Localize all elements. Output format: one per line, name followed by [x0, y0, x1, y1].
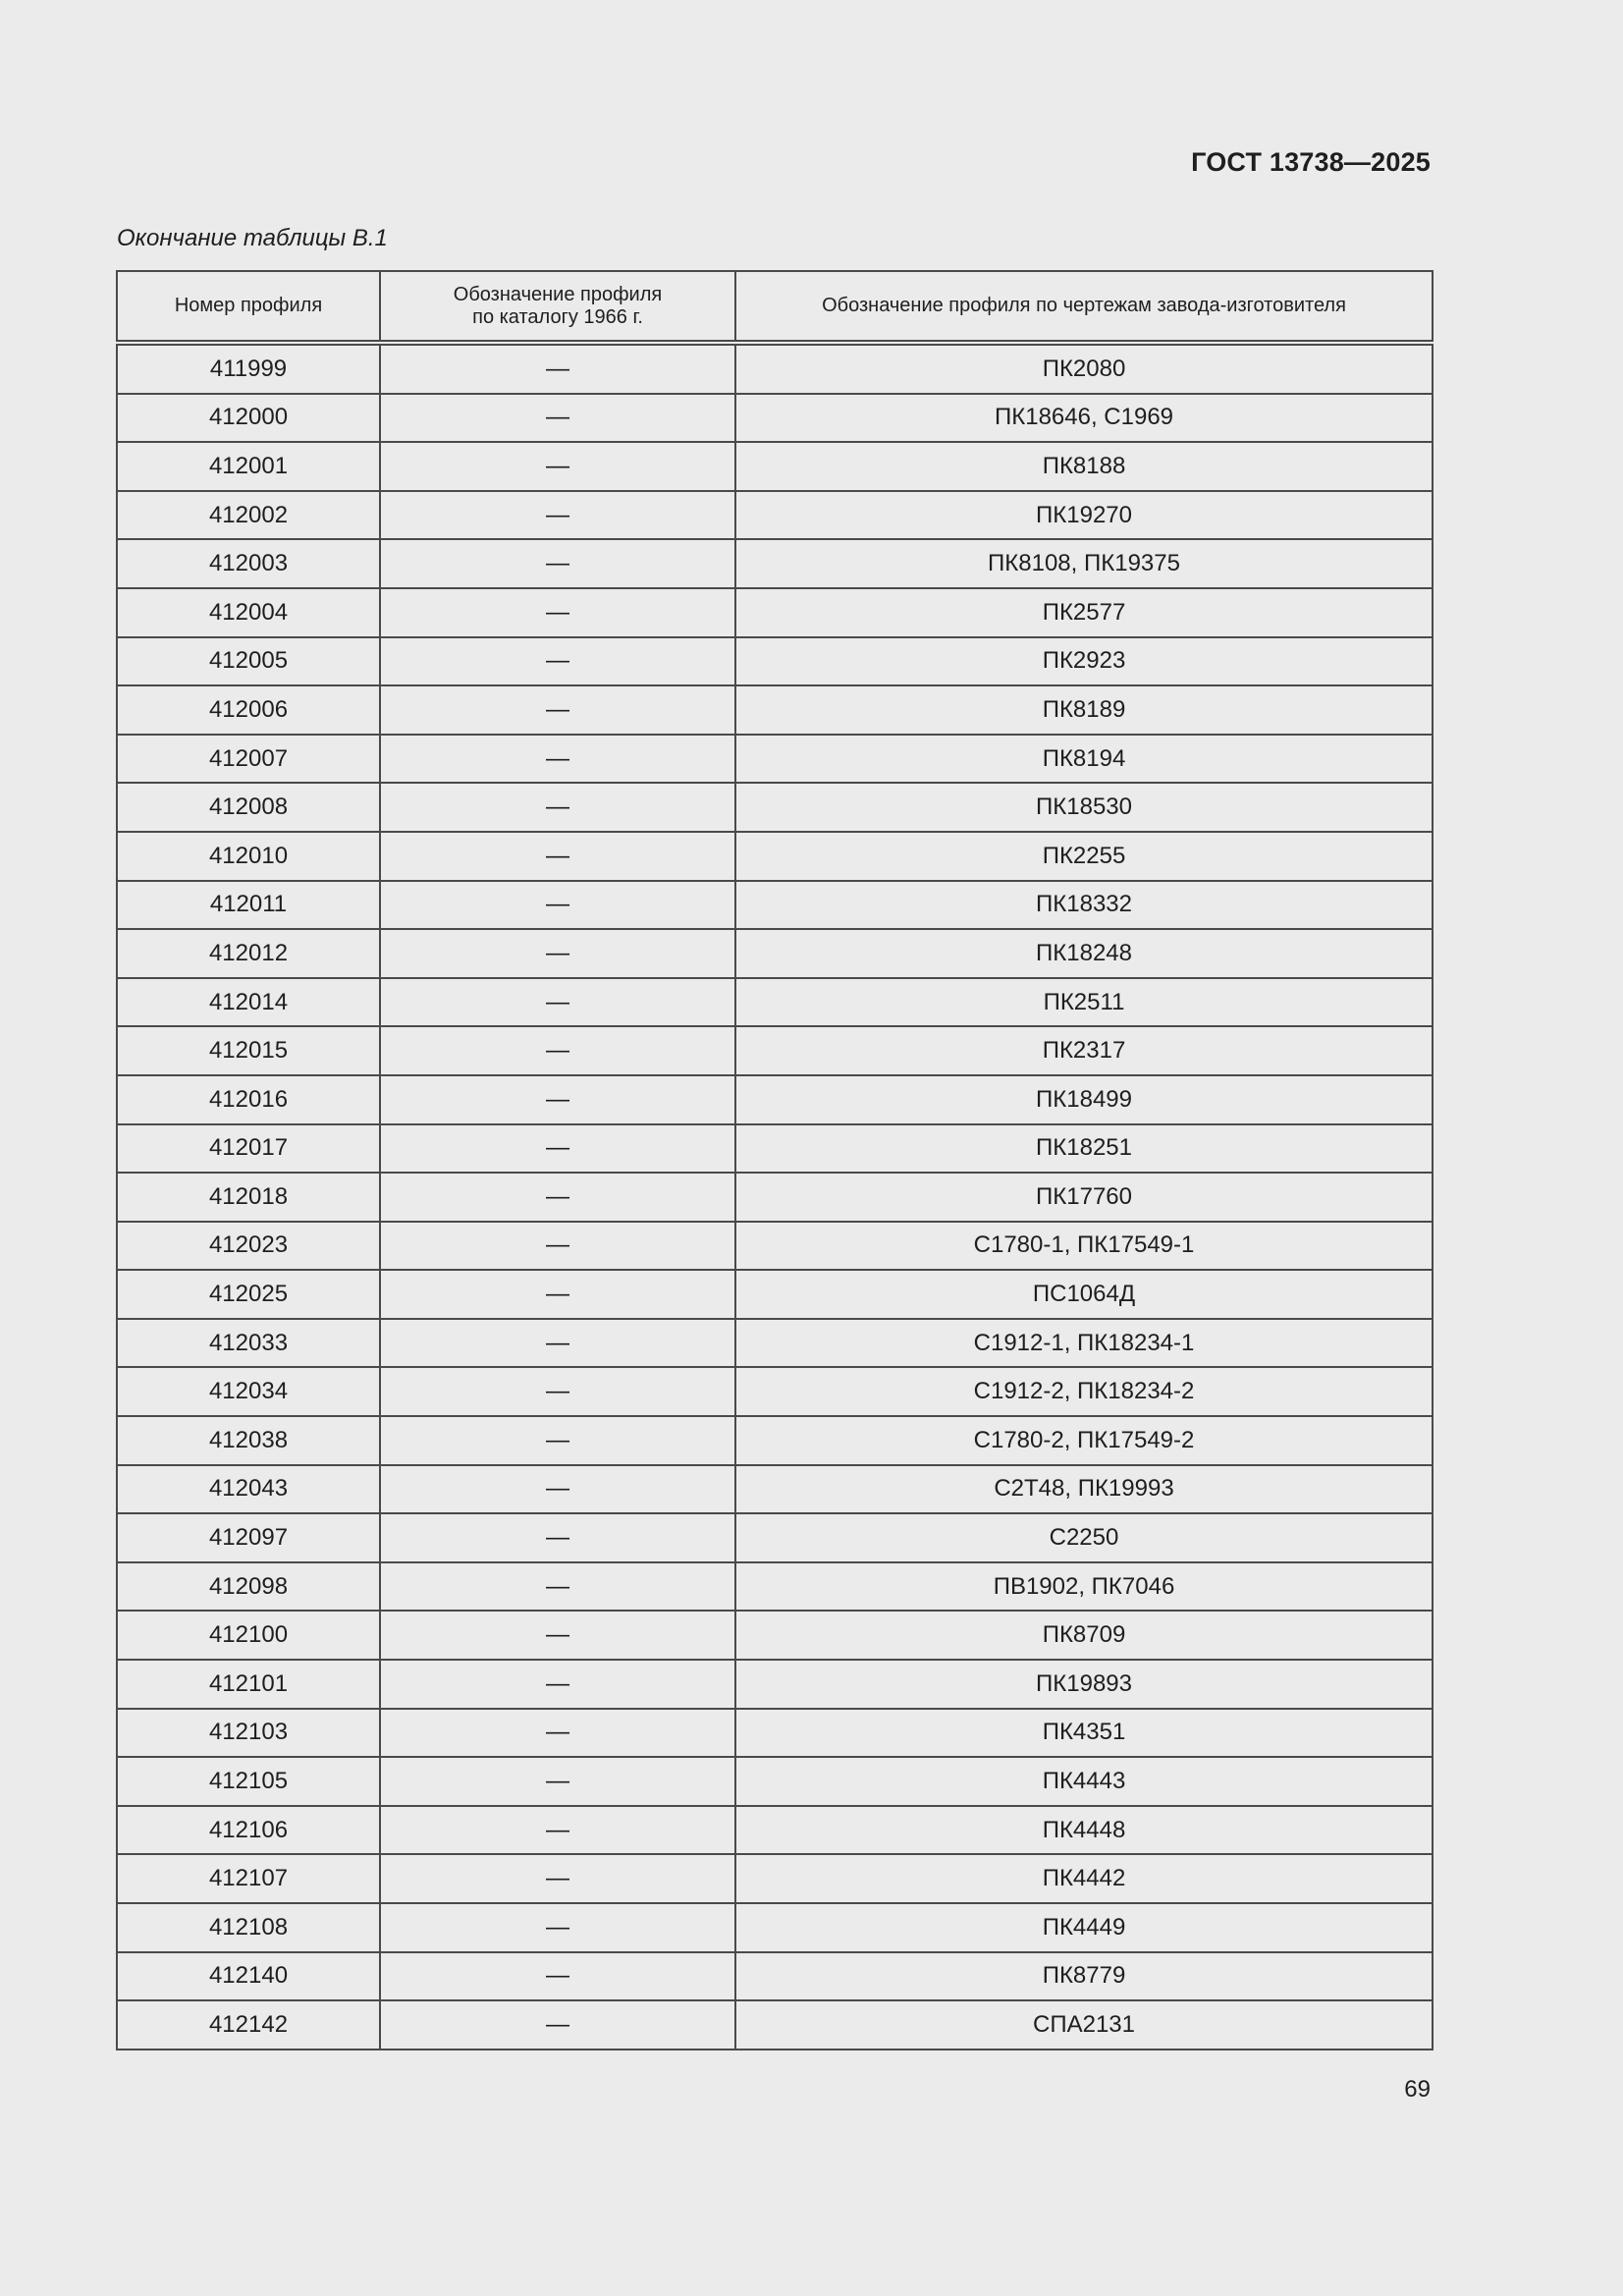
table-row	[117, 1513, 1433, 1562]
manufacturer-drawing-cell: ПК4443	[735, 1757, 1433, 1806]
catalog-1966-cell: —	[380, 1270, 735, 1319]
manufacturer-drawing-cell: ПК8189	[735, 685, 1433, 735]
table-row	[117, 2000, 1433, 2050]
catalog-1966-cell: —	[380, 491, 735, 540]
catalog-1966-cell: —	[380, 539, 735, 588]
catalog-1966-cell: —	[380, 1806, 735, 1855]
manufacturer-drawing-cell: ПК17760	[735, 1173, 1433, 1222]
catalog-1966-cell: —	[380, 1124, 735, 1174]
manufacturer-drawing-cell: ПК8108, ПК19375	[735, 539, 1433, 588]
profile-number-cell: 412140	[117, 1952, 380, 2001]
table-row	[117, 442, 1433, 491]
profile-number-cell: 412023	[117, 1222, 380, 1271]
table-row	[117, 929, 1433, 978]
profile-number-cell: 412098	[117, 1562, 380, 1612]
catalog-1966-cell: —	[380, 1660, 735, 1709]
manufacturer-drawing-cell: С1780-2, ПК17549-2	[735, 1416, 1433, 1465]
profile-number-cell: 412006	[117, 685, 380, 735]
table-row	[117, 978, 1433, 1027]
manufacturer-drawing-cell: ПК19270	[735, 491, 1433, 540]
table-row	[117, 588, 1433, 637]
table-row	[117, 539, 1433, 588]
profile-number-cell: 412100	[117, 1611, 380, 1660]
table-header-row	[117, 271, 1433, 343]
catalog-1966-cell: —	[380, 2000, 735, 2050]
manufacturer-drawing-cell: ПК2577	[735, 588, 1433, 637]
table-row	[117, 1367, 1433, 1416]
profile-number-cell: 412016	[117, 1075, 380, 1124]
catalog-1966-cell: —	[380, 881, 735, 930]
catalog-1966-cell: —	[380, 343, 735, 394]
catalog-1966-cell: —	[380, 442, 735, 491]
table-row	[117, 1173, 1433, 1222]
profile-number-cell: 412106	[117, 1806, 380, 1855]
profile-number-cell: 412142	[117, 2000, 380, 2050]
catalog-1966-cell: —	[380, 1465, 735, 1514]
catalog-1966-cell: —	[380, 1854, 735, 1903]
catalog-1966-cell: —	[380, 832, 735, 881]
profile-number-cell: 412005	[117, 637, 380, 686]
profile-number-cell: 412097	[117, 1513, 380, 1562]
column-header-catalog-1966: Обозначение профиля по каталогу 1966 г.	[380, 271, 735, 343]
table-row	[117, 1854, 1433, 1903]
manufacturer-drawing-cell: ПК2255	[735, 832, 1433, 881]
manufacturer-drawing-cell: ПК18530	[735, 783, 1433, 832]
profile-number-cell: 412025	[117, 1270, 380, 1319]
manufacturer-drawing-cell: ПК8188	[735, 442, 1433, 491]
profile-number-cell: 412010	[117, 832, 380, 881]
table-row	[117, 1026, 1433, 1075]
table-row	[117, 1416, 1433, 1465]
page-number: 69	[1404, 2076, 1431, 2103]
table-row	[117, 1319, 1433, 1368]
catalog-1966-cell: —	[380, 1026, 735, 1075]
table-row	[117, 685, 1433, 735]
table-body	[117, 343, 1433, 2050]
manufacturer-drawing-cell: ПК19893	[735, 1660, 1433, 1709]
table-row	[117, 1465, 1433, 1514]
catalog-1966-cell: —	[380, 1903, 735, 1952]
manufacturer-drawing-cell: ПК4442	[735, 1854, 1433, 1903]
profile-number-cell: 412108	[117, 1903, 380, 1952]
manufacturer-drawing-cell: ПК18646, С1969	[735, 394, 1433, 443]
profile-number-cell: 412000	[117, 394, 380, 443]
catalog-1966-cell: —	[380, 1416, 735, 1465]
catalog-1966-cell: —	[380, 1222, 735, 1271]
manufacturer-drawing-cell: ПК18332	[735, 881, 1433, 930]
table-row	[117, 343, 1433, 394]
manufacturer-drawing-cell: ПВ1902, ПК7046	[735, 1562, 1433, 1612]
table-row	[117, 832, 1433, 881]
manufacturer-drawing-cell: ПК2317	[735, 1026, 1433, 1075]
manufacturer-drawing-cell: ПК4448	[735, 1806, 1433, 1855]
profile-number-cell: 412107	[117, 1854, 380, 1903]
manufacturer-drawing-cell: ПК8194	[735, 735, 1433, 784]
catalog-1966-cell: —	[380, 685, 735, 735]
profile-number-cell: 412033	[117, 1319, 380, 1368]
manufacturer-drawing-cell: С1780-1, ПК17549-1	[735, 1222, 1433, 1271]
catalog-1966-cell: —	[380, 1757, 735, 1806]
catalog-1966-cell: —	[380, 1173, 735, 1222]
catalog-1966-cell: —	[380, 1562, 735, 1612]
table-row	[117, 394, 1433, 443]
table-row	[117, 735, 1433, 784]
table-row	[117, 1611, 1433, 1660]
profile-number-cell: 412004	[117, 588, 380, 637]
catalog-1966-cell: —	[380, 929, 735, 978]
column-header-manufacturer-drawing: Обозначение профиля по чертежам завода-изготовителя	[735, 271, 1433, 343]
profile-number-cell: 412103	[117, 1709, 380, 1758]
manufacturer-drawing-cell: ПК18251	[735, 1124, 1433, 1174]
manufacturer-drawing-cell: ПК2080	[735, 343, 1433, 394]
manufacturer-drawing-cell: СПА2131	[735, 2000, 1433, 2050]
manufacturer-drawing-cell: С1912-1, ПК18234-1	[735, 1319, 1433, 1368]
profile-number-cell: 412014	[117, 978, 380, 1027]
manufacturer-drawing-cell: ПК8709	[735, 1611, 1433, 1660]
catalog-1966-cell: —	[380, 1367, 735, 1416]
table-row	[117, 1222, 1433, 1271]
profile-number-cell: 412011	[117, 881, 380, 930]
profile-number-cell: 412001	[117, 442, 380, 491]
profile-number-cell: 411999	[117, 343, 380, 394]
catalog-1966-cell: —	[380, 588, 735, 637]
table-row	[117, 1660, 1433, 1709]
manufacturer-drawing-cell: ПК8779	[735, 1952, 1433, 2001]
table-row	[117, 491, 1433, 540]
profile-number-cell: 412034	[117, 1367, 380, 1416]
profiles-table	[116, 270, 1434, 2050]
document-standard-code: ГОСТ 13738—2025	[1191, 147, 1431, 177]
catalog-1966-cell: —	[380, 394, 735, 443]
manufacturer-drawing-cell: ПК18248	[735, 929, 1433, 978]
manufacturer-drawing-cell: ПК2511	[735, 978, 1433, 1027]
catalog-1966-cell: —	[380, 1513, 735, 1562]
profile-number-cell: 412003	[117, 539, 380, 588]
table-row	[117, 1709, 1433, 1758]
table-row	[117, 1075, 1433, 1124]
table-row	[117, 1124, 1433, 1174]
profile-number-cell: 412017	[117, 1124, 380, 1174]
table-row	[117, 1562, 1433, 1612]
column-header-profile-number: Номер профиля	[117, 271, 380, 343]
catalog-1966-cell: —	[380, 1952, 735, 2001]
catalog-1966-cell: —	[380, 978, 735, 1027]
profile-number-cell: 412043	[117, 1465, 380, 1514]
profile-number-cell: 412012	[117, 929, 380, 978]
table-row	[117, 1270, 1433, 1319]
profile-number-cell: 412002	[117, 491, 380, 540]
manufacturer-drawing-cell: С1912-2, ПК18234-2	[735, 1367, 1433, 1416]
profile-number-cell: 412015	[117, 1026, 380, 1075]
catalog-1966-cell: —	[380, 1709, 735, 1758]
manufacturer-drawing-cell: ПК2923	[735, 637, 1433, 686]
manufacturer-drawing-cell: С2250	[735, 1513, 1433, 1562]
table-row	[117, 1806, 1433, 1855]
table-row	[117, 1952, 1433, 2001]
table-row	[117, 881, 1433, 930]
manufacturer-drawing-cell: ПС1064Д	[735, 1270, 1433, 1319]
profile-number-cell: 412038	[117, 1416, 380, 1465]
catalog-1966-cell: —	[380, 783, 735, 832]
manufacturer-drawing-cell: ПК18499	[735, 1075, 1433, 1124]
profile-number-cell: 412008	[117, 783, 380, 832]
profile-number-cell: 412101	[117, 1660, 380, 1709]
table-caption: Окончание таблицы В.1	[117, 225, 388, 251]
table-row	[117, 637, 1433, 686]
manufacturer-drawing-cell: ПК4449	[735, 1903, 1433, 1952]
manufacturer-drawing-cell: С2Т48, ПК19993	[735, 1465, 1433, 1514]
catalog-1966-cell: —	[380, 1611, 735, 1660]
table-row	[117, 1903, 1433, 1952]
table-row	[117, 783, 1433, 832]
profile-number-cell: 412105	[117, 1757, 380, 1806]
catalog-1966-cell: —	[380, 735, 735, 784]
manufacturer-drawing-cell: ПК4351	[735, 1709, 1433, 1758]
catalog-1966-cell: —	[380, 1075, 735, 1124]
table-row	[117, 1757, 1433, 1806]
catalog-1966-cell: —	[380, 1319, 735, 1368]
profile-number-cell: 412007	[117, 735, 380, 784]
profile-number-cell: 412018	[117, 1173, 380, 1222]
catalog-1966-cell: —	[380, 637, 735, 686]
